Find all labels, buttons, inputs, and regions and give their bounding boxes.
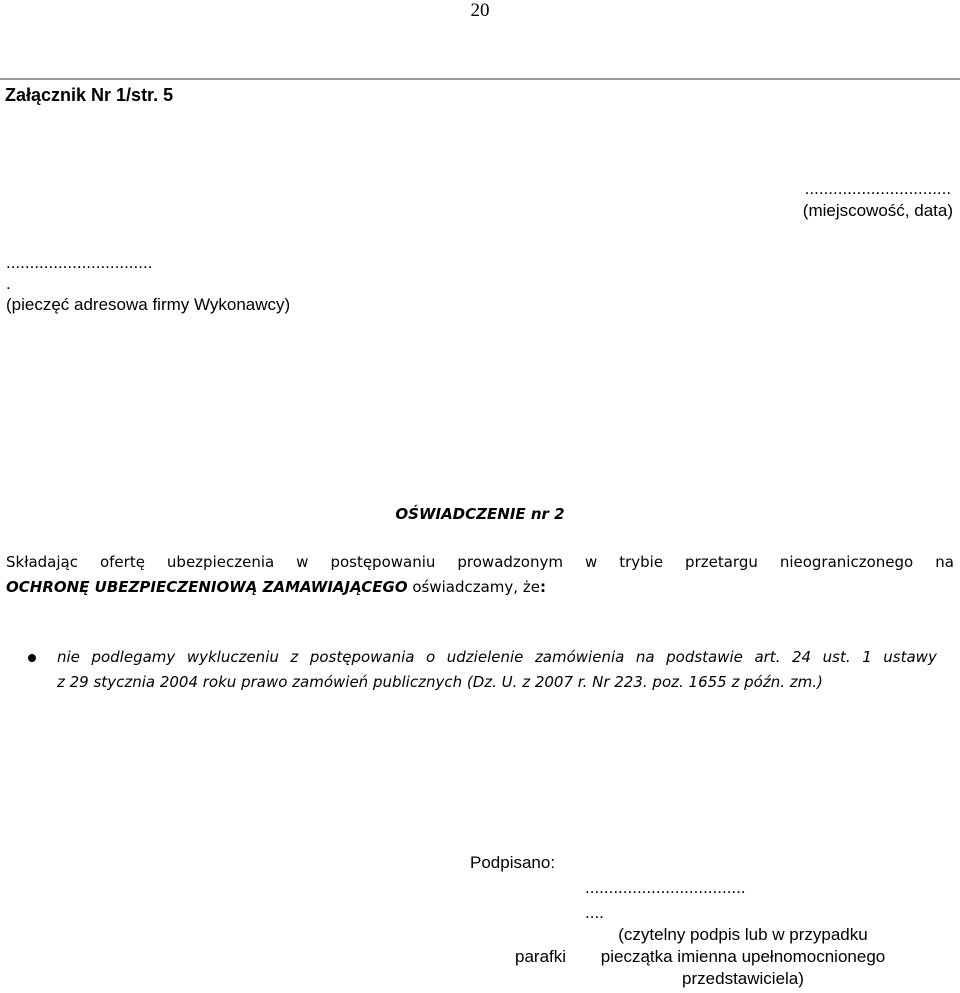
bullet-word: z: [290, 648, 299, 666]
paragraph-rest: oświadczamy, że: [407, 578, 540, 596]
paragraph-word: prowadzonym: [457, 553, 563, 571]
paragraph-colon: :: [539, 578, 546, 596]
paragraph-word: na: [935, 553, 954, 571]
paragraph-emphasis: OCHRONĘ UBEZPIECZENIOWĄ ZAMAWIAJĄCEGO: [6, 578, 408, 596]
paragraph-word: postępowaniu: [330, 553, 436, 571]
bullet-word: postępowania: [309, 648, 415, 666]
bullet-word: o: [426, 648, 436, 666]
company-stamp-dot: .: [6, 274, 11, 293]
paragraph-word: przetargu: [685, 553, 758, 571]
paragraph-word: trybie: [619, 553, 664, 571]
signed-label: Podpisano:: [470, 853, 556, 872]
header-divider: [0, 78, 960, 80]
signature-caption: [578, 924, 908, 990]
initials-label: parafki: [515, 947, 567, 966]
paragraph-word: ubezpieczenia: [166, 553, 275, 571]
signature-dots: ..................................: [585, 878, 746, 897]
bullet-word: ust.: [822, 648, 851, 666]
paragraph-word: w: [584, 553, 598, 571]
company-stamp-block: [6, 252, 290, 315]
company-stamp-label: (pieczęć adresowa firmy Wykonawcy): [6, 295, 291, 314]
bullet-word: nie: [57, 648, 80, 666]
paragraph-word: nieograniczonego: [779, 553, 914, 571]
bullet-word: zamówienia: [534, 648, 625, 666]
bullet-word: podstawie: [666, 648, 743, 666]
page-number: 20: [470, 0, 490, 21]
place-date-label: (miejscowość, data): [802, 201, 953, 220]
bullet-line-1: [57, 645, 937, 670]
bullet-item: [57, 645, 937, 695]
bullet-word: na: [635, 648, 655, 666]
bullet-icon: [28, 654, 36, 662]
bullet-word: 1: [862, 648, 872, 666]
bullet-line-2: z 29 stycznia 2004 roku prawo zamówień publicznych (Dz. U. z 2007 r. Nr 223. poz. 1655 z późn. zm.): [57, 673, 823, 691]
bullet-word: wykluczeniu: [186, 648, 279, 666]
paragraph-word: w: [296, 553, 309, 571]
declaration-paragraph: [6, 550, 954, 600]
signature-caption-line: przedstawiciela): [682, 969, 804, 988]
paragraph-word: Składając: [6, 553, 78, 571]
attachment-title: Załącznik Nr 1/str. 5: [5, 85, 174, 105]
signature-dots-continued: ....: [585, 903, 604, 922]
bullet-word: udzielenie: [446, 648, 524, 666]
paragraph-line-1: [6, 550, 954, 575]
signature-caption-line: (czytelny podpis lub w przypadku: [618, 925, 868, 944]
place-date-block: [803, 178, 953, 222]
company-stamp-dots: ...............................: [6, 253, 153, 272]
paragraph-line-2: [6, 575, 954, 600]
declaration-title: OŚWIADCZENIE nr 2: [395, 505, 565, 523]
bullet-word: podlegamy: [91, 648, 176, 666]
signature-caption-line: pieczątka imienna upełnomocnionego: [600, 947, 886, 966]
bullet-word: 24: [792, 648, 812, 666]
place-date-dots: ...............................: [804, 179, 952, 198]
bullet-word: ustawy: [883, 648, 937, 666]
paragraph-word: ofertę: [99, 553, 145, 571]
bullet-word: art.: [754, 648, 781, 666]
